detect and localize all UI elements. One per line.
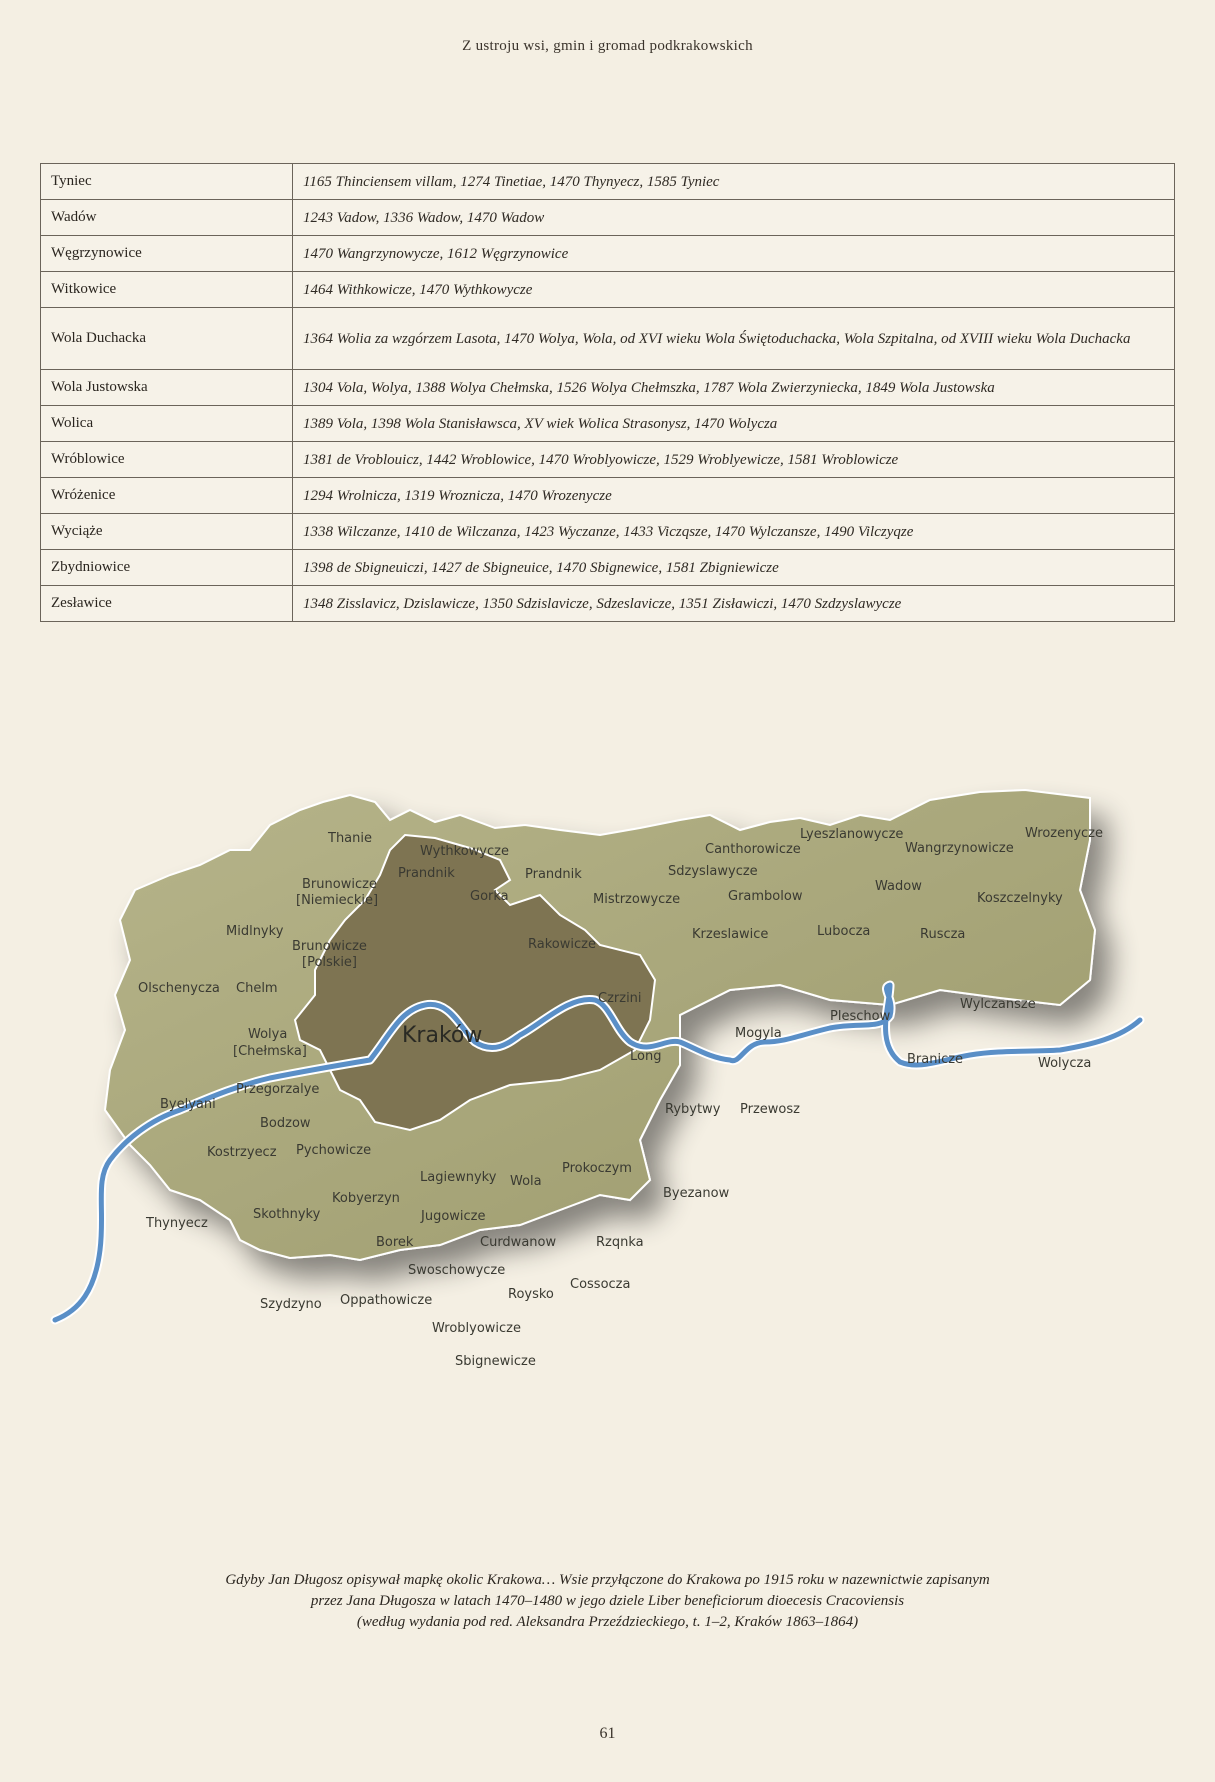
table-row bbox=[41, 406, 1175, 442]
map-label: Byezanow bbox=[663, 1186, 730, 1201]
map-label: Bodzow bbox=[260, 1116, 311, 1131]
map-label: Thanie bbox=[328, 831, 372, 846]
forms-cell: 1165 Thinciensem villam, 1274 Tinetiae, 1470 Thynyecz, 1585 Tyniec bbox=[293, 164, 1175, 200]
map-label: Byelyani bbox=[160, 1097, 216, 1112]
forms-cell: 1304 Vola, Wolya, 1388 Wolya Chełmska, 1526 Wolya Chełmszka, 1787 Wola Zwierzyniecka, 1849 Wola Justowska bbox=[293, 370, 1175, 406]
forms-cell: 1338 Wilczanze, 1410 de Wilczanza, 1423 Wyczanze, 1433 Viczqsze, 1470 Wylczansze, 1490 Vilczyqze bbox=[293, 514, 1175, 550]
village-names-table bbox=[40, 163, 1175, 622]
table-row bbox=[41, 514, 1175, 550]
map-label: Chelm bbox=[236, 981, 278, 996]
map-label: Oppathowicze bbox=[340, 1293, 433, 1308]
map-label: Wangrzynowicze bbox=[905, 841, 1014, 856]
village-cell: Wróżenice bbox=[41, 478, 293, 514]
map-label: Brunowicze bbox=[292, 939, 367, 954]
map-label: Przewosz bbox=[740, 1102, 800, 1117]
map-label: Midlnyky bbox=[226, 924, 284, 939]
forms-cell: 1348 Zisslavicz, Dzislawicze, 1350 Sdzislavicze, Sdzeslavicze, 1351 Zisławiczi, 1470 Szdzyslawycze bbox=[293, 586, 1175, 622]
table-row bbox=[41, 164, 1175, 200]
map-label: Grambolow bbox=[728, 889, 803, 904]
map-label: Sdzyslawycze bbox=[668, 864, 758, 879]
table-row bbox=[41, 200, 1175, 236]
table-row bbox=[41, 478, 1175, 514]
forms-cell: 1243 Vadow, 1336 Wadow, 1470 Wadow bbox=[293, 200, 1175, 236]
map-label: Wrozenycze bbox=[1025, 826, 1104, 841]
map-label: Wythkowycze bbox=[420, 844, 509, 859]
forms-cell: 1294 Wrolnicza, 1319 Wroznicza, 1470 Wrozenycze bbox=[293, 478, 1175, 514]
caption-line: przez Jana Długosza w latach 1470–1480 w jego dziele Liber beneficiorum dioecesis Cracoviensis bbox=[310, 1593, 905, 1609]
map-label: Przegorzalye bbox=[236, 1082, 320, 1097]
forms-cell: 1364 Wolia za wzgórzem Lasota, 1470 Wolya, Wola, od XVI wieku Wola Świętoduchacka, Wola Szpitalna, od XVIII wieku Wola Duchacka bbox=[293, 308, 1175, 370]
map-label: Brunowicze bbox=[302, 877, 377, 892]
caption-line: Gdyby Jan Długosz opisywał mapkę okolic Krakowa… Wsie przyłączone do Krakowa po 1915 roku w nazewnictwie zapisanym bbox=[225, 1572, 990, 1588]
map-figure bbox=[40, 780, 1175, 1420]
village-cell: Wola Justowska bbox=[41, 370, 293, 406]
running-head: Z ustroju wsi, gmin i gromad podkrakowskich bbox=[462, 38, 753, 54]
village-cell: Zbydniowice bbox=[41, 550, 293, 586]
map-label: [Niemieckie] bbox=[296, 893, 379, 908]
map-label: [Chełmska] bbox=[233, 1044, 307, 1059]
village-cell: Wróblowice bbox=[41, 442, 293, 478]
village-cell: Wola Duchacka bbox=[41, 308, 293, 370]
village-cell: Zesławice bbox=[41, 586, 293, 622]
map-label: Mogyla bbox=[735, 1026, 782, 1041]
map-label: Swoschowycze bbox=[408, 1263, 506, 1278]
figure-caption bbox=[120, 1570, 1095, 1633]
caption-line: (według wydania pod red. Aleksandra Przeździeckiego, t. 1–2, Kraków 1863–1864) bbox=[356, 1614, 859, 1630]
map-label: Thynyecz bbox=[146, 1216, 208, 1231]
forms-cell: 1381 de Vroblouicz, 1442 Wroblowice, 1470 Wroblyowicze, 1529 Wroblyewicze, 1581 Wroblowicze bbox=[293, 442, 1175, 478]
map-label: Ruscza bbox=[920, 927, 966, 942]
forms-cell: 1464 Withkowicze, 1470 Wythkowycze bbox=[293, 272, 1175, 308]
table-row bbox=[41, 236, 1175, 272]
map-label: Skothnyky bbox=[253, 1207, 321, 1222]
map-label: Canthorowicze bbox=[705, 842, 801, 857]
map-label: Kobyerzyn bbox=[332, 1191, 400, 1206]
map-label: Wolycza bbox=[1038, 1056, 1092, 1071]
map-label: Wylczansze bbox=[960, 997, 1036, 1012]
page-number: 61 bbox=[599, 1725, 616, 1742]
map-label: Pychowicze bbox=[296, 1143, 372, 1158]
table-row bbox=[41, 550, 1175, 586]
village-cell: Witkowice bbox=[41, 272, 293, 308]
map-label: Branicze bbox=[907, 1052, 964, 1067]
map-label: Lyeszlanowycze bbox=[800, 827, 904, 842]
forms-cell: 1470 Wangrzynowycze, 1612 Węgrzynowice bbox=[293, 236, 1175, 272]
village-cell: Wolica bbox=[41, 406, 293, 442]
map-label: Rzqnka bbox=[596, 1235, 644, 1250]
map-label: Lubocza bbox=[817, 924, 871, 939]
table-row bbox=[41, 370, 1175, 406]
map-label: Rybytwy bbox=[665, 1102, 721, 1117]
table-row bbox=[41, 442, 1175, 478]
map-label: Pleschow bbox=[830, 1009, 891, 1024]
map-label-krakow: Kraków bbox=[402, 1023, 483, 1048]
map-label: Koszczelnyky bbox=[977, 891, 1063, 906]
village-cell: Wadów bbox=[41, 200, 293, 236]
map-label: Jugowicze bbox=[421, 1209, 486, 1224]
forms-cell: 1389 Vola, 1398 Wola Stanisławsca, XV wiek Wolica Strasonysz, 1470 Wolycza bbox=[293, 406, 1175, 442]
map-label: Wola bbox=[510, 1174, 542, 1189]
map-label: Prandnik bbox=[525, 867, 582, 882]
map-label: Roysko bbox=[508, 1287, 554, 1302]
map-label: Gorka bbox=[470, 889, 509, 904]
map-label: Wadow bbox=[875, 879, 922, 894]
map-label: Mistrzowycze bbox=[593, 892, 681, 907]
map-label: Rakowicze bbox=[528, 937, 596, 952]
map-label: Prandnik bbox=[398, 866, 455, 881]
map-label: Olschenycza bbox=[138, 981, 220, 996]
village-cell: Wyciąże bbox=[41, 514, 293, 550]
map-label: Wroblyowicze bbox=[432, 1321, 522, 1336]
table-row bbox=[41, 586, 1175, 622]
map-label: Borek bbox=[376, 1235, 414, 1250]
map-label: Czrzini bbox=[598, 991, 642, 1006]
map-label: Kostrzyecz bbox=[207, 1145, 277, 1160]
map-label: Long bbox=[630, 1049, 662, 1064]
map-label: [Polskie] bbox=[302, 955, 357, 970]
map-label: Prokoczym bbox=[562, 1161, 632, 1176]
village-cell: Tyniec bbox=[41, 164, 293, 200]
map-label: Cossocza bbox=[570, 1277, 631, 1292]
map-label: Lagiewnyky bbox=[420, 1170, 497, 1185]
map-svg bbox=[40, 780, 1175, 1420]
village-cell: Węgrzynowice bbox=[41, 236, 293, 272]
map-label: Wolya bbox=[248, 1027, 288, 1042]
map-label: Krzeslawice bbox=[692, 927, 769, 942]
forms-cell: 1398 de Sbigneuiczi, 1427 de Sbigneuice, 1470 Sbignewice, 1581 Zbigniewicze bbox=[293, 550, 1175, 586]
table-row bbox=[41, 272, 1175, 308]
map-label: Curdwanow bbox=[480, 1235, 557, 1250]
map-label: Sbignewicze bbox=[455, 1354, 536, 1369]
table-row bbox=[41, 308, 1175, 370]
map-label: Szydzyno bbox=[260, 1297, 322, 1312]
